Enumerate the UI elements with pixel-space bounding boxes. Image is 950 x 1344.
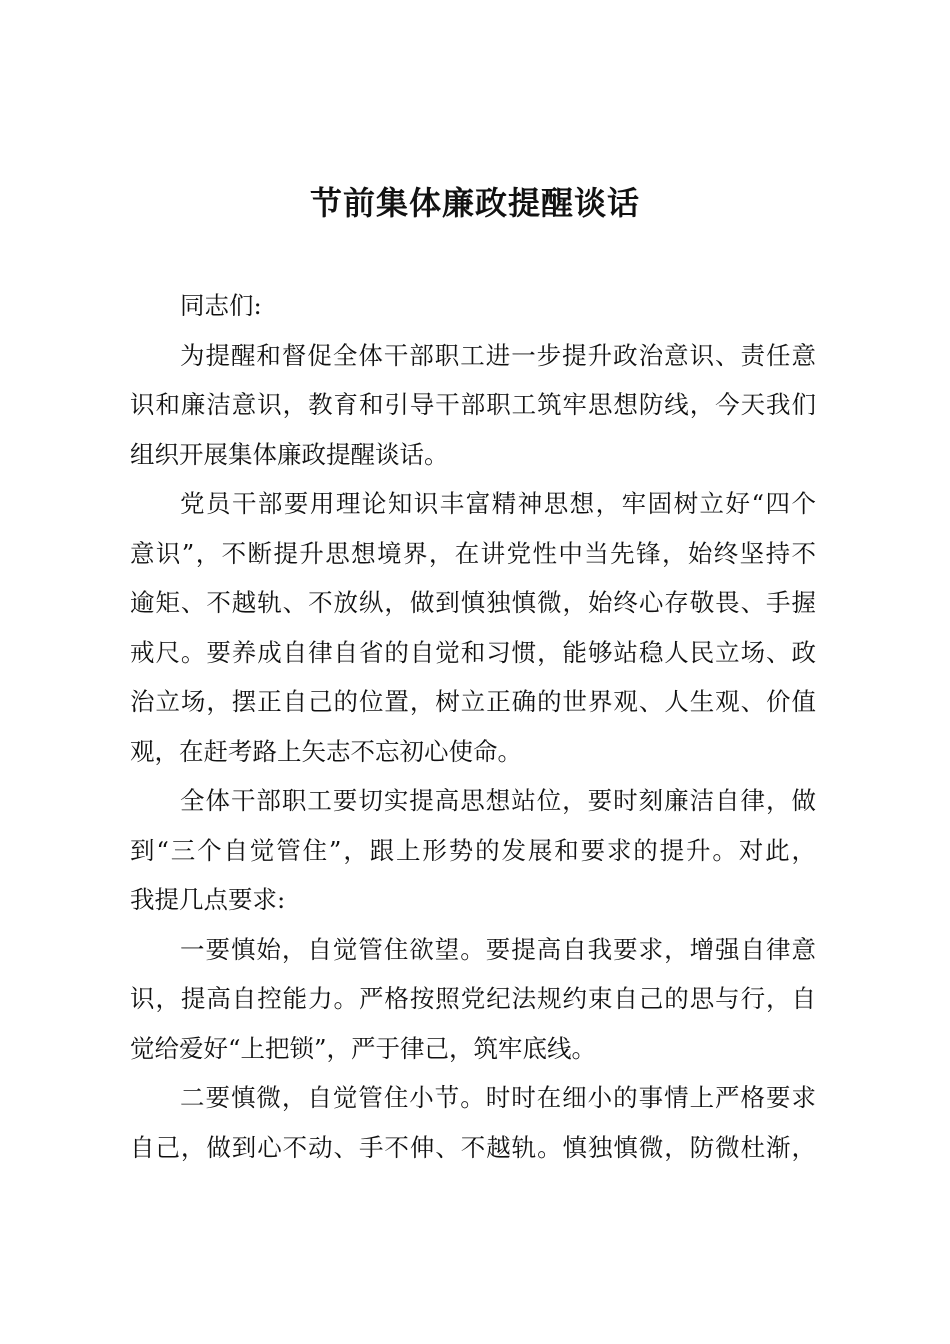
document-body bbox=[130, 281, 816, 1172]
paragraph bbox=[130, 925, 816, 1074]
paragraph bbox=[130, 331, 816, 480]
paragraph-line: 全体干部职工要切实提高思想站位，要时刻廉洁自律，做 bbox=[180, 786, 816, 815]
paragraph-line: 逾矩、不越轨、不放纵，做到慎独慎微，始终心存敬畏、手握 bbox=[130, 588, 816, 617]
paragraph-line: 我提几点要求: bbox=[130, 885, 286, 914]
paragraph-line: 治立场，摆正自己的位置，树立正确的世界观、人生观、价值 bbox=[130, 687, 816, 716]
paragraph-line: 二要慎微，自觉管住小节。时时在细小的事情上严格要求 bbox=[180, 1083, 816, 1112]
paragraph bbox=[130, 479, 816, 776]
paragraph-line: 自己，做到心不动、手不伸、不越轨。慎独慎微，防微杜渐， bbox=[130, 1132, 816, 1162]
paragraph bbox=[130, 1073, 816, 1172]
paragraphs bbox=[130, 331, 816, 1173]
paragraph-line: 组织开展集体廉政提醒谈话。 bbox=[130, 439, 449, 469]
paragraph-line: 意识”，不断提升思想境界，在讲党性中当先锋，始终坚持不 bbox=[130, 538, 816, 568]
paragraph-line: 识和廉洁意识，教育和引导干部职工筑牢思想防线，今天我们 bbox=[130, 390, 816, 419]
paragraph-line: 戒尺。要养成自律自省的自觉和习惯，能够站稳人民立场、政 bbox=[130, 637, 816, 667]
paragraph-line: 识，提高自控能力。严格按照党纪法规约束自己的思与行，自 bbox=[130, 984, 816, 1013]
paragraph-line: 到“三个自觉管住”，跟上形势的发展和要求的提升。对此， bbox=[130, 835, 816, 865]
paragraph-line: 一要慎始，自觉管住欲望。要提高自我要求，增强自律意 bbox=[180, 934, 816, 964]
paragraph-line: 观，在赶考路上矢志不忘初心使命。 bbox=[130, 736, 522, 766]
paragraph-line: 为提醒和督促全体干部职工进一步提升政治意识、责任意 bbox=[180, 340, 816, 370]
paragraph-line: 觉给爱好“上把锁”，严于律己，筑牢底线。 bbox=[130, 1033, 597, 1063]
paragraph-line: 党员干部要用理论知识丰富精神思想，牢固树立好“四个 bbox=[180, 489, 816, 518]
salutation: 同志们: bbox=[180, 291, 262, 320]
paragraph bbox=[130, 776, 816, 925]
document-title: 节前集体廉政提醒谈话 bbox=[309, 184, 640, 222]
